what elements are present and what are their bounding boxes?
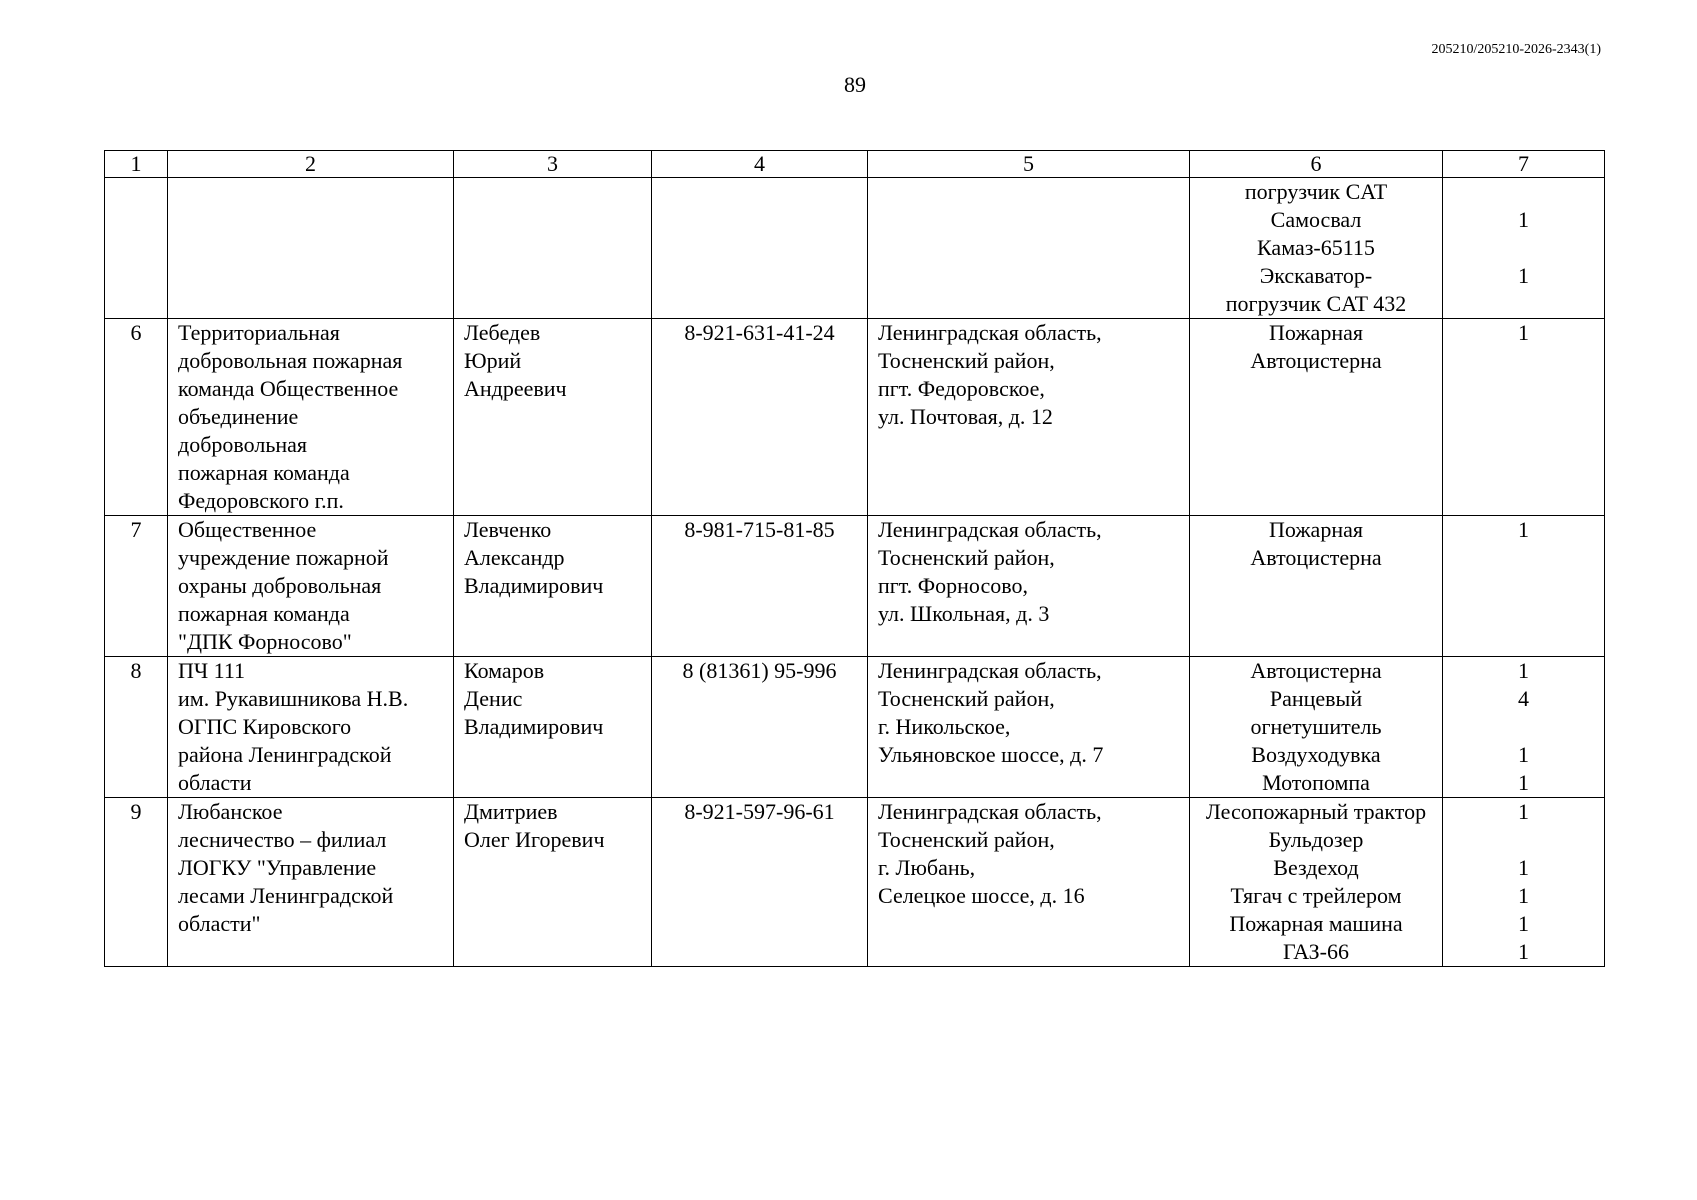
cell-line: охраны добровольная bbox=[178, 573, 382, 598]
cell-line: г. Никольское, bbox=[878, 714, 1011, 739]
cell-line bbox=[1443, 234, 1604, 262]
phone-number: 8-921-597-96-61 bbox=[684, 799, 835, 824]
cell-line: пгт. Форносово, bbox=[878, 573, 1028, 598]
organization-cell bbox=[168, 178, 454, 319]
cell-line: погрузчик CAT 432 bbox=[1225, 291, 1407, 316]
cell-line: Тосненский район, bbox=[878, 827, 1055, 852]
cell-line: Федоровского г.п. bbox=[178, 488, 344, 513]
quantity-cell bbox=[1443, 657, 1605, 798]
cell-line: ЛОГКУ "Управление bbox=[178, 855, 377, 880]
cell-line: Левченко bbox=[464, 517, 552, 542]
row-number: 7 bbox=[130, 517, 142, 542]
organization-cell bbox=[168, 516, 454, 657]
cell-line bbox=[1443, 290, 1604, 318]
address-cell bbox=[868, 657, 1190, 798]
column-header: 5 bbox=[868, 151, 1190, 178]
cell-line: Любанское bbox=[178, 799, 283, 824]
cell-line: Ленинградская область, bbox=[878, 320, 1102, 345]
cell-line: Александр bbox=[464, 545, 565, 570]
phone-number: 8-981-715-81-85 bbox=[684, 517, 835, 542]
cell-line: команда Общественное bbox=[178, 376, 399, 401]
equipment-cell bbox=[1190, 319, 1443, 516]
column-header: 3 bbox=[454, 151, 652, 178]
cell-line: 1 bbox=[1518, 742, 1529, 767]
organization-cell bbox=[168, 657, 454, 798]
cell-line: Общественное bbox=[178, 517, 317, 542]
row-number: 6 bbox=[130, 320, 142, 345]
phone-number: 8 (81361) 95-996 bbox=[682, 658, 837, 683]
cell-line: пожарная команда bbox=[178, 601, 350, 626]
contact-person-cell bbox=[454, 657, 652, 798]
cell-line: Андреевич bbox=[464, 376, 567, 401]
equipment-cell bbox=[1190, 178, 1443, 319]
row-number-cell bbox=[105, 798, 168, 967]
table-row bbox=[105, 516, 1605, 657]
row-number-cell bbox=[105, 178, 168, 319]
row-number-cell bbox=[105, 657, 168, 798]
quantity-cell bbox=[1443, 319, 1605, 516]
address-cell bbox=[868, 319, 1190, 516]
phone-cell bbox=[652, 516, 868, 657]
cell-line: Пожарная машина bbox=[1229, 911, 1403, 936]
cell-line: ул. Почтовая, д. 12 bbox=[878, 404, 1053, 429]
cell-line: 1 bbox=[1518, 770, 1529, 795]
cell-line: 1 bbox=[1518, 883, 1529, 908]
row-number-cell bbox=[105, 319, 168, 516]
cell-line: Мотопомпа bbox=[1262, 770, 1370, 795]
quantity-cell bbox=[1443, 798, 1605, 967]
cell-line: Владимирович bbox=[464, 573, 604, 598]
cell-line: Тосненский район, bbox=[878, 348, 1055, 373]
contact-person-cell bbox=[454, 319, 652, 516]
cell-line: Автоцистерна bbox=[1250, 348, 1382, 373]
equipment-cell bbox=[1190, 516, 1443, 657]
contact-person-cell bbox=[454, 516, 652, 657]
row-number-cell bbox=[105, 516, 168, 657]
cell-line: пгт. Федоровское, bbox=[878, 376, 1045, 401]
cell-line: 1 bbox=[1518, 207, 1529, 232]
cell-line: 1 bbox=[1518, 799, 1529, 824]
cell-line: ПЧ 111 bbox=[178, 658, 246, 683]
cell-line: Тягач с трейлером bbox=[1230, 883, 1402, 908]
column-header: 6 bbox=[1190, 151, 1443, 178]
table-row bbox=[105, 657, 1605, 798]
cell-line: Автоцистерна bbox=[1250, 545, 1382, 570]
cell-line: 1 bbox=[1518, 911, 1529, 936]
cell-line: Ленинградская область, bbox=[878, 517, 1102, 542]
cell-line: Комаров bbox=[464, 658, 545, 683]
cell-line: Лесопожарный трактор bbox=[1205, 799, 1427, 824]
cell-line: 4 bbox=[1518, 686, 1529, 711]
cell-line: Территориальная bbox=[178, 320, 340, 345]
cell-line: Ленинградская область, bbox=[878, 799, 1102, 824]
cell-line: пожарная команда bbox=[178, 460, 350, 485]
quantity-cell bbox=[1443, 516, 1605, 657]
cell-line bbox=[1443, 713, 1604, 741]
cell-line: огнетушитель bbox=[1250, 714, 1382, 739]
cell-line: области bbox=[178, 770, 252, 795]
cell-line: Вездеход bbox=[1273, 855, 1359, 880]
cell-line: объединение bbox=[178, 404, 299, 429]
cell-line: г. Любань, bbox=[878, 855, 976, 880]
cell-line: лесами Ленинградской bbox=[178, 883, 394, 908]
equipment-cell bbox=[1190, 798, 1443, 967]
cell-line: Пожарная bbox=[1269, 517, 1363, 542]
phone-cell bbox=[652, 657, 868, 798]
cell-line: Ленинградская область, bbox=[878, 658, 1102, 683]
row-number: 9 bbox=[130, 799, 142, 824]
table-header-row bbox=[105, 151, 1605, 178]
cell-line: "ДПК Форносово" bbox=[178, 629, 352, 654]
cell-line: 1 bbox=[1518, 517, 1529, 542]
cell-line: 1 bbox=[1518, 658, 1529, 683]
cell-line: Воздуходувка bbox=[1251, 742, 1381, 767]
cell-line: Селецкое шоссе, д. 16 bbox=[878, 883, 1085, 908]
contact-person-cell bbox=[454, 178, 652, 319]
organization-cell bbox=[168, 798, 454, 967]
cell-line: добровольная пожарная bbox=[178, 348, 403, 373]
cell-line: 1 bbox=[1518, 320, 1529, 345]
cell-line: Тосненский район, bbox=[878, 545, 1055, 570]
address-cell bbox=[868, 178, 1190, 319]
equipment-cell bbox=[1190, 657, 1443, 798]
column-header: 1 bbox=[105, 151, 168, 178]
cell-line: Самосвал bbox=[1270, 207, 1362, 232]
cell-line: Ульяновское шоссе, д. 7 bbox=[878, 742, 1104, 767]
cell-line: Олег Игоревич bbox=[464, 827, 605, 852]
table-row bbox=[105, 178, 1605, 319]
cell-line: Дмитриев bbox=[464, 799, 558, 824]
equipment-table bbox=[104, 150, 1605, 967]
cell-line: области" bbox=[178, 911, 261, 936]
phone-cell bbox=[652, 319, 868, 516]
cell-line bbox=[1443, 826, 1604, 854]
row-number: 8 bbox=[130, 658, 142, 683]
phone-number: 8-921-631-41-24 bbox=[684, 320, 835, 345]
cell-line: им. Рукавишникова Н.В. bbox=[178, 686, 409, 711]
cell-line: учреждение пожарной bbox=[178, 545, 389, 570]
phone-cell bbox=[652, 798, 868, 967]
page-number: 89 bbox=[844, 72, 866, 97]
cell-line: Денис bbox=[464, 686, 523, 711]
cell-line: Тосненский район, bbox=[878, 686, 1055, 711]
cell-line: района Ленинградской bbox=[178, 742, 392, 767]
cell-line: Камаз-65115 bbox=[1257, 235, 1375, 260]
cell-line: 1 bbox=[1518, 855, 1529, 880]
cell-line: ул. Школьная, д. 3 bbox=[878, 601, 1050, 626]
cell-line bbox=[1443, 178, 1604, 206]
organization-cell bbox=[168, 319, 454, 516]
cell-line: Пожарная bbox=[1269, 320, 1363, 345]
cell-line: добровольная bbox=[178, 432, 308, 457]
phone-cell bbox=[652, 178, 868, 319]
cell-line: Бульдозер bbox=[1268, 827, 1364, 852]
table-row bbox=[105, 798, 1605, 967]
cell-line: Автоцистерна bbox=[1250, 658, 1382, 683]
cell-line: 1 bbox=[1518, 263, 1529, 288]
cell-line: Владимирович bbox=[464, 714, 604, 739]
address-cell bbox=[868, 516, 1190, 657]
quantity-cell bbox=[1443, 178, 1605, 319]
cell-line: ГАЗ-66 bbox=[1282, 939, 1349, 964]
address-cell bbox=[868, 798, 1190, 967]
document-id: 205210/205210-2026-2343(1) bbox=[1431, 42, 1601, 57]
cell-line: лесничество – филиал bbox=[178, 827, 387, 852]
table-row bbox=[105, 319, 1605, 516]
cell-line: Лебедев bbox=[464, 320, 541, 345]
cell-line: Экскаватор- bbox=[1259, 263, 1373, 288]
cell-line: Юрий bbox=[464, 348, 522, 373]
row-number bbox=[105, 178, 167, 206]
contact-person-cell bbox=[454, 798, 652, 967]
column-header: 4 bbox=[652, 151, 868, 178]
column-header: 7 bbox=[1443, 151, 1605, 178]
cell-line: 1 bbox=[1518, 939, 1529, 964]
cell-line: ОГПС Кировского bbox=[178, 714, 352, 739]
cell-line: погрузчик CAT bbox=[1244, 179, 1388, 204]
cell-line: Ранцевый bbox=[1269, 686, 1363, 711]
phone-number bbox=[652, 178, 867, 206]
column-header: 2 bbox=[168, 151, 454, 178]
